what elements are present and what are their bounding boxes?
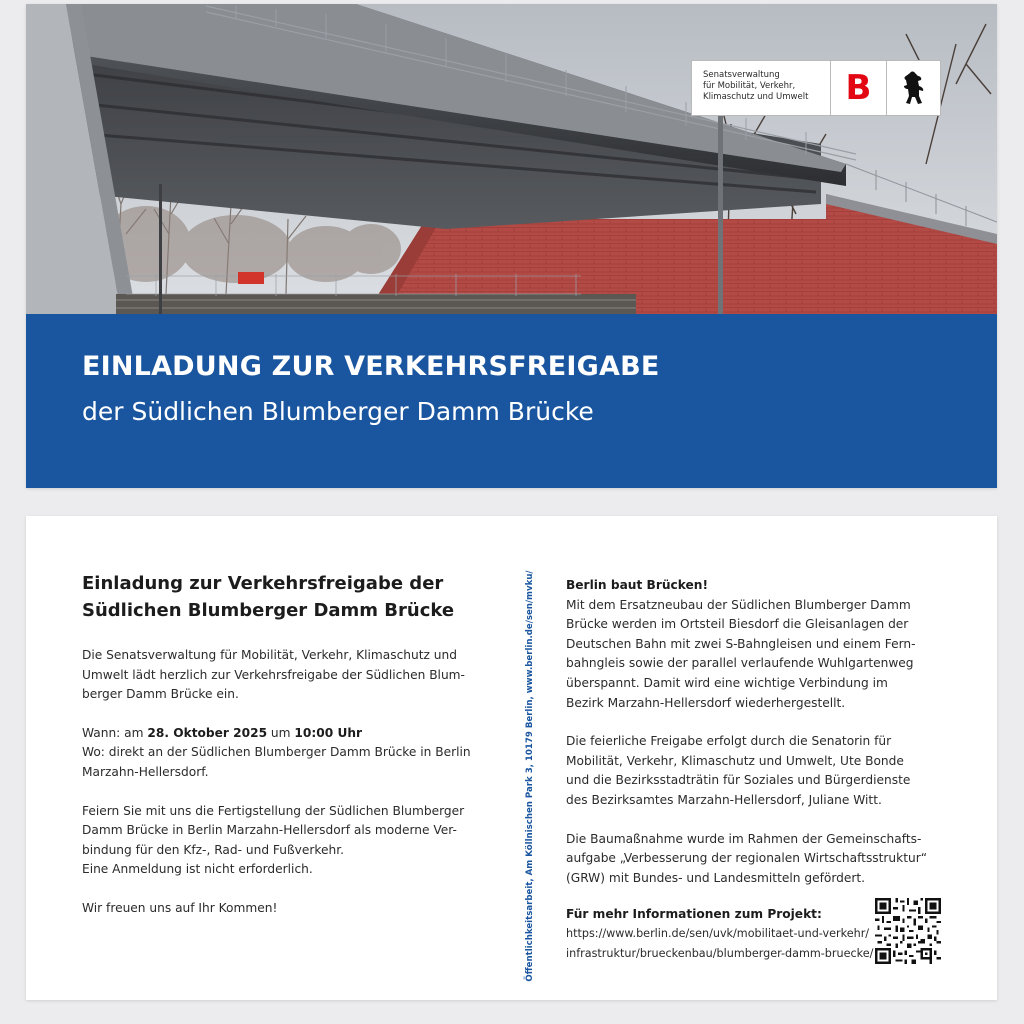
intro-line: Die Senatsverwaltung für Mobilität, Verkehr, Klimaschutz und <box>82 648 457 662</box>
project-line: Brücke werden im Ortsteil Biesdorf die Gleisanlagen der <box>566 617 909 632</box>
ceremony-line: des Bezirksamtes Marzahn-Hellersdorf, Juliane Witt. <box>566 792 882 807</box>
event-when <box>82 724 518 744</box>
logo-org-line-2: für Mobilität, Verkehr, <box>703 81 796 91</box>
celebrate-line: bindung für den Kfz-, Rad- und Fußverkehr. <box>82 842 345 857</box>
project-line: überspannt. Damit wird eine wichtige Verbindung im <box>566 675 888 690</box>
intro-line: berger Damm Brücke ein. <box>82 687 239 702</box>
project-url-line-1[interactable]: https://www.berlin.de/sen/uvk/mobilitaet-und-verkehr/ <box>566 927 870 941</box>
senate-logo <box>691 60 941 116</box>
bridge-photo <box>26 4 997 314</box>
ceremony-line: Die feierliche Freigabe erfolgt durch die Senatorin für <box>566 734 892 749</box>
berlin-bear-icon <box>887 61 940 115</box>
registration-note: Eine Anmeldung ist nicht erforderlich. <box>82 862 313 877</box>
funding-paragraph <box>566 830 966 889</box>
invitation-back-card <box>26 516 997 1000</box>
intro-line: Umwelt lädt herzlich zur Verkehrsfreigabe der Südlichen Blum- <box>82 667 465 682</box>
project-info-title: Berlin baut Brücken! <box>566 578 709 592</box>
imprint-vertical <box>520 570 540 982</box>
funding-line: (GRW) mit Bundes- und Landesmitteln gefördert. <box>566 870 866 885</box>
event-date: 28. Oktober 2025 <box>147 725 268 740</box>
event-where: Wo: direkt an der Südlichen Blumberger Damm Brücke in Berlin <box>82 745 471 760</box>
event-when-where <box>82 724 518 783</box>
project-line: Mit dem Ersatzneubau der Südlichen Blumberger Damm <box>566 597 911 612</box>
heading-line-2: Südlichen Blumberger Damm Brücke <box>82 600 455 621</box>
when-connector: um <box>267 725 295 740</box>
qr-code-icon[interactable] <box>875 898 941 964</box>
logo-org-line-1: Senatsverwaltung <box>703 70 780 80</box>
funding-line: aufgabe „Verbesserung der regionalen Wirtschaftsstruktur“ <box>566 851 928 866</box>
senate-logo-text <box>692 61 831 115</box>
berlin-b-letter: B <box>831 61 887 115</box>
intro-paragraph <box>82 646 518 705</box>
celebrate-line: Damm Brücke in Berlin Marzahn-Hellersdorf als moderne Ver- <box>82 823 457 838</box>
celebrate-line: Feiern Sie mit uns die Fertigstellung der Südlichen Blumberger <box>82 803 465 818</box>
project-line: bahngleis sowie der parallel verlaufende Wuhlgartenweg <box>566 656 914 671</box>
event-where: Marzahn-Hellersdorf. <box>82 764 209 779</box>
celebrate-paragraph <box>82 802 518 880</box>
when-label: Wann: am <box>82 725 148 740</box>
more-info-title: Für mehr Informationen zum Projekt: <box>566 907 822 922</box>
logo-org-line-3: Klimaschutz und Umwelt <box>703 92 809 102</box>
invitation-details-column <box>82 570 518 919</box>
ceremony-line: und die Bezirksstadträtin für Soziales und Bürgerdienste <box>566 773 911 788</box>
bridge-illustration <box>26 4 997 314</box>
banner-subtitle: der Südlichen Blumberger Damm Brücke <box>82 397 594 426</box>
banner-title: EINLADUNG ZUR VERKEHRSFREIGABE <box>82 351 660 382</box>
imprint-text: Öffentlichkeitsarbeit, Am Köllnischen Park 3, 10179 Berlin, www.berlin.de/sen/mvku/ <box>525 570 535 982</box>
project-line: Bezirk Marzahn-Hellersdorf wiederhergestellt. <box>566 695 846 710</box>
closing-line: Wir freuen uns auf Ihr Kommen! <box>82 900 278 915</box>
title-banner <box>26 314 997 488</box>
project-line: Deutschen Bahn mit zwei S-Bahngleisen und einem Fern- <box>566 636 916 651</box>
funding-line: Die Baumaßnahme wurde im Rahmen der Gemeinschafts- <box>566 831 922 846</box>
invitation-heading <box>82 570 518 624</box>
opening-ceremony-paragraph <box>566 732 966 810</box>
ceremony-line: Mobilität, Verkehr, Klimaschutz und Umwelt, Ute Bonde <box>566 753 904 768</box>
berlin-builds-bridges-paragraph <box>566 576 966 713</box>
project-url-line-2[interactable]: infrastruktur/brueckenbau/blumberger-damm-bruecke/ <box>566 946 874 960</box>
invitation-front-card <box>26 4 997 488</box>
event-time: 10:00 Uhr <box>294 725 363 740</box>
heading-line-1: Einladung zur Verkehrsfreigabe der <box>82 573 444 594</box>
